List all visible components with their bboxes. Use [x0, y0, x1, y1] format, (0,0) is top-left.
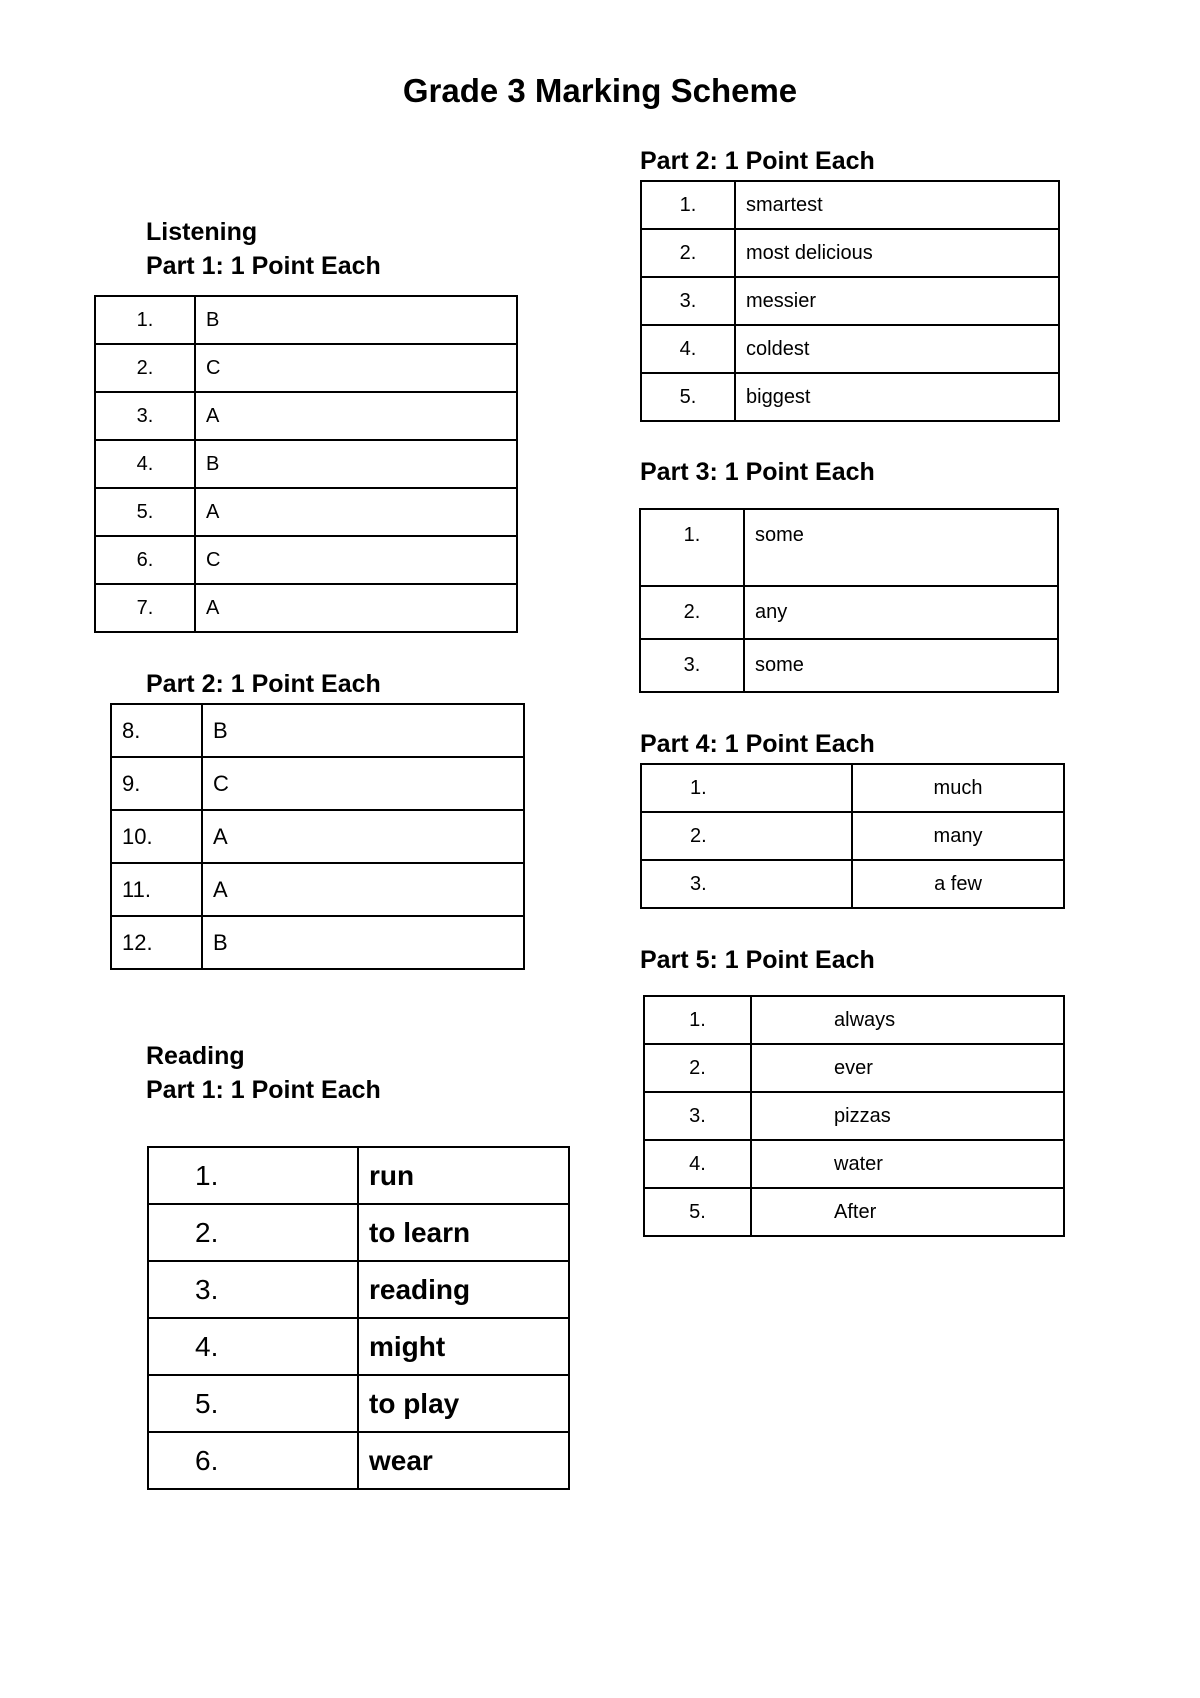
answer-cell: run	[358, 1147, 569, 1204]
table-row	[148, 1204, 569, 1261]
table-row	[641, 277, 1059, 325]
item-number: 3.	[644, 1092, 751, 1140]
item-number: 11.	[111, 863, 202, 916]
item-number: 5.	[641, 373, 735, 421]
table-row	[640, 509, 1058, 586]
item-number: 5.	[148, 1375, 358, 1432]
item-number: 4.	[148, 1318, 358, 1375]
table-row	[148, 1375, 569, 1432]
answer-cell: B	[195, 440, 517, 488]
table-row	[111, 757, 524, 810]
answer-cell: water	[751, 1140, 1064, 1188]
item-number: 3.	[641, 277, 735, 325]
item-number: 7.	[95, 584, 195, 632]
table-row	[95, 344, 517, 392]
answer-cell: most delicious	[735, 229, 1059, 277]
table-row	[148, 1432, 569, 1489]
item-number: 1.	[644, 996, 751, 1044]
item-number: 5.	[95, 488, 195, 536]
table-row	[148, 1318, 569, 1375]
item-number: 2.	[148, 1204, 358, 1261]
item-number: 1.	[641, 181, 735, 229]
answer-cell: B	[202, 916, 524, 969]
table-row	[111, 863, 524, 916]
item-number: 9.	[111, 757, 202, 810]
section-label-listening: Listening	[146, 218, 258, 246]
reading-part1-table	[147, 1146, 570, 1490]
table-row	[641, 764, 1064, 812]
answer-cell: A	[195, 392, 517, 440]
table-row	[111, 916, 524, 969]
section-label-reading: Reading	[146, 1042, 245, 1070]
item-number: 1.	[641, 764, 852, 812]
reading-part2-heading: Part 2: 1 Point Each	[640, 147, 875, 175]
reading-part1-heading: Part 1: 1 Point Each	[146, 1076, 381, 1104]
answer-cell: A	[195, 488, 517, 536]
item-number: 2.	[644, 1044, 751, 1092]
answer-cell: pizzas	[751, 1092, 1064, 1140]
listening-part1-heading: Part 1: 1 Point Each	[146, 252, 381, 280]
answer-cell: a few	[852, 860, 1064, 908]
table-row	[641, 812, 1064, 860]
answer-cell: always	[751, 996, 1064, 1044]
table-row	[641, 860, 1064, 908]
item-number: 8.	[111, 704, 202, 757]
table-row	[640, 639, 1058, 692]
item-number: 2.	[640, 586, 744, 639]
answer-cell: to learn	[358, 1204, 569, 1261]
answer-cell: A	[202, 863, 524, 916]
table-row	[95, 536, 517, 584]
table-row	[640, 586, 1058, 639]
table-row	[95, 584, 517, 632]
item-number: 4.	[641, 325, 735, 373]
table-row	[111, 704, 524, 757]
answer-cell: some	[744, 509, 1058, 586]
table-row	[95, 296, 517, 344]
answer-cell: C	[195, 344, 517, 392]
reading-part3-heading: Part 3: 1 Point Each	[640, 458, 875, 486]
table-row	[644, 1188, 1064, 1236]
item-number: 3.	[95, 392, 195, 440]
listening-part1-table	[94, 295, 518, 633]
table-row	[95, 440, 517, 488]
listening-part2-table	[110, 703, 525, 970]
item-number: 1.	[640, 509, 744, 586]
item-number: 10.	[111, 810, 202, 863]
item-number: 1.	[95, 296, 195, 344]
answer-cell: biggest	[735, 373, 1059, 421]
answer-cell: might	[358, 1318, 569, 1375]
item-number: 4.	[644, 1140, 751, 1188]
reading-part2-table	[640, 180, 1060, 422]
item-number: 12.	[111, 916, 202, 969]
item-number: 6.	[148, 1432, 358, 1489]
reading-part3-table	[639, 508, 1059, 693]
answer-cell: any	[744, 586, 1058, 639]
table-row	[641, 229, 1059, 277]
item-number: 6.	[95, 536, 195, 584]
item-number: 5.	[644, 1188, 751, 1236]
item-number: 2.	[641, 812, 852, 860]
answer-cell: some	[744, 639, 1058, 692]
answer-cell: A	[195, 584, 517, 632]
table-row	[641, 325, 1059, 373]
answer-cell: B	[202, 704, 524, 757]
answer-cell: many	[852, 812, 1064, 860]
item-number: 3.	[641, 860, 852, 908]
reading-part4-table	[640, 763, 1065, 909]
answer-cell: wear	[358, 1432, 569, 1489]
answer-cell: C	[195, 536, 517, 584]
answer-cell: messier	[735, 277, 1059, 325]
reading-part4-heading: Part 4: 1 Point Each	[640, 730, 875, 758]
answer-cell: C	[202, 757, 524, 810]
table-row	[644, 1044, 1064, 1092]
table-row	[148, 1147, 569, 1204]
answer-cell: B	[195, 296, 517, 344]
item-number: 3.	[148, 1261, 358, 1318]
table-row	[641, 373, 1059, 421]
answer-cell: reading	[358, 1261, 569, 1318]
answer-cell: coldest	[735, 325, 1059, 373]
listening-part2-heading: Part 2: 1 Point Each	[146, 670, 381, 698]
item-number: 3.	[640, 639, 744, 692]
table-row	[95, 488, 517, 536]
answer-cell: After	[751, 1188, 1064, 1236]
table-row	[111, 810, 524, 863]
table-row	[644, 1092, 1064, 1140]
answer-cell: to play	[358, 1375, 569, 1432]
answer-cell: smartest	[735, 181, 1059, 229]
table-row	[95, 392, 517, 440]
answer-cell: much	[852, 764, 1064, 812]
table-row	[644, 996, 1064, 1044]
reading-part5-table	[643, 995, 1065, 1237]
table-row	[644, 1140, 1064, 1188]
item-number: 4.	[95, 440, 195, 488]
item-number: 1.	[148, 1147, 358, 1204]
page-title: Grade 3 Marking Scheme	[402, 72, 798, 109]
table-row	[641, 181, 1059, 229]
reading-part5-heading: Part 5: 1 Point Each	[640, 946, 875, 974]
table-row	[148, 1261, 569, 1318]
answer-cell: ever	[751, 1044, 1064, 1092]
answer-cell: A	[202, 810, 524, 863]
item-number: 2.	[95, 344, 195, 392]
item-number: 2.	[641, 229, 735, 277]
